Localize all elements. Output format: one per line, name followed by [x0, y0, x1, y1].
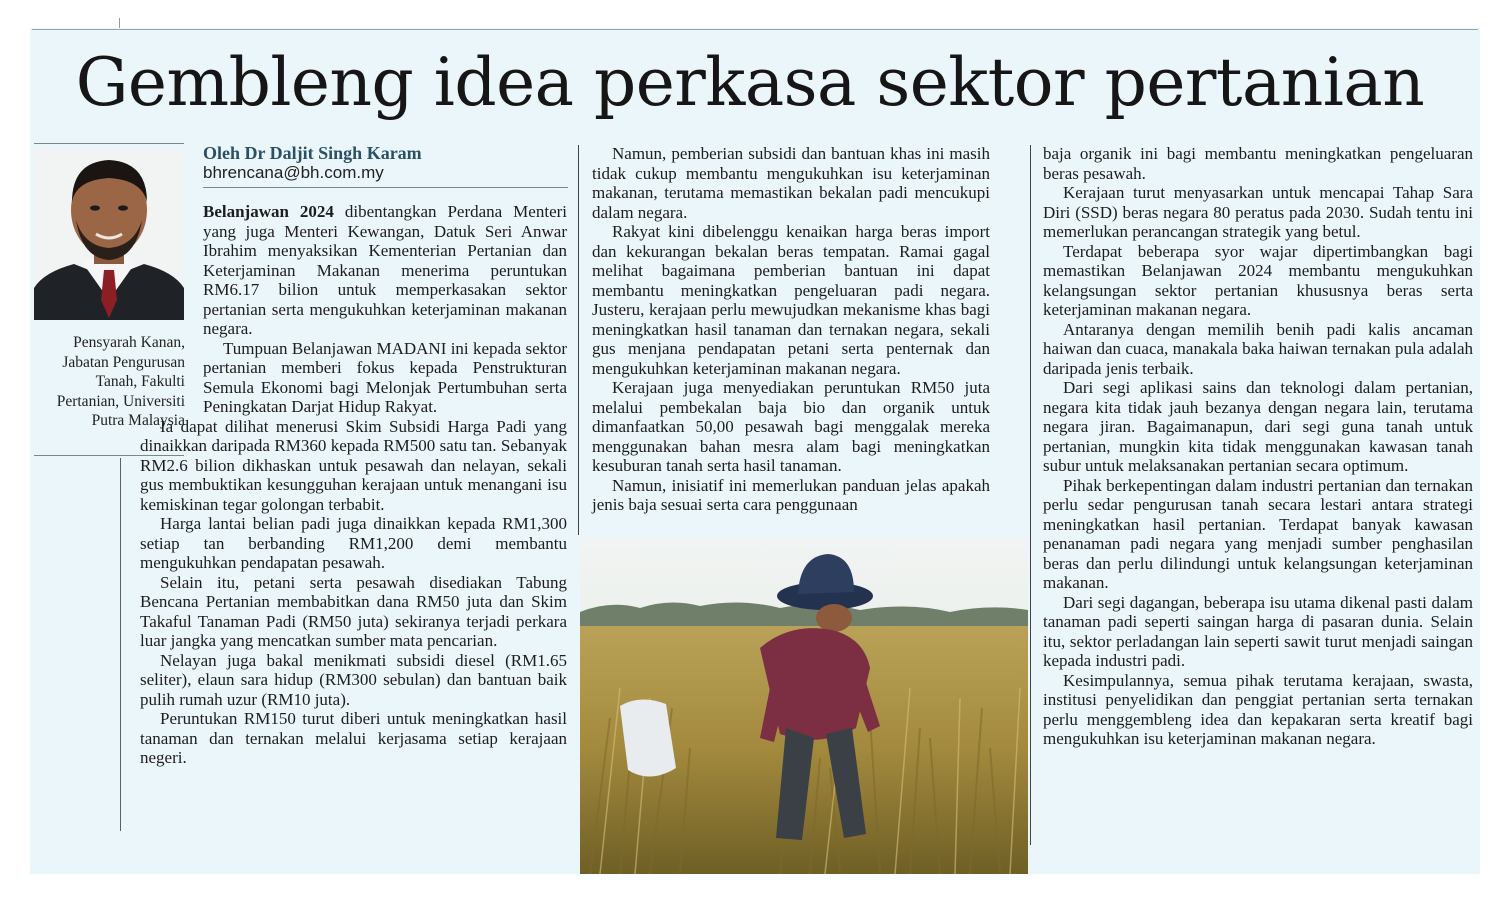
paragraph: Kerajaan turut menyasarkan untuk mencapai Tahap Sara Diri (SSD) beras negara 80 peratus pada 2030. Sudah tentu ini memerlukan perancangan strategik yang betul. — [1043, 183, 1473, 241]
paragraph: Kesimpulannya, semua pihak terutama kerajaan, swasta, institusi penyelidikan dan penggiat pertanian serta ternakan perlu menggembleng idea dan kepakaran serta kreatif bagi mengukuhkan isu keterjaminan makanan negara. — [1043, 670, 1473, 748]
column-rule — [1030, 145, 1031, 845]
paragraph: Kerajaan juga menyediakan peruntukan RM50 juta melalui pembekalan baja bio dan organik untuk dimanfaatkan 50,00 pesawah bagi menggalak mereka menggunakan bahan mesra alam bagi meningkatkan kesuburan tanah serta hasil tanaman. — [592, 378, 990, 475]
paragraph: Belanjawan 2024 dibentangkan Perdana Menteri yang juga Menteri Kewangan, Datuk Seri Anwar Ibrahim menyaksikan Kementerian Pertanian dan Keterjaminan Makanan menerima peruntukan RM6.17 bilion untuk memperkasakan sektor pertanian serta mengukuhkan keterjaminan makanan negara. — [203, 202, 567, 338]
paragraph: Dari segi aplikasi sains dan teknologi dalam pertanian, negara kita tidak jauh bezanya dengan negara lain, terutama negara jiran. Bagaimanapun, dari segi guna tanah untuk pertanian, mungkin kita tidak menggunakan kawasan tanah subur untuk melaksanakan pertanian secara optimum. — [1043, 378, 1473, 475]
paragraph: Nelayan juga bakal menikmati subsidi diesel (RM1.65 seliter), elaun sara hidup (RM300 sebulan) dan bantuan baik pulih rumah uzur (RM10 juta). — [140, 650, 567, 709]
article-column-3 — [1043, 144, 1473, 749]
paragraph: Ia dapat dilihat menerusi Skim Subsidi Harga Padi yang dinaikkan daripada RM360 kepada RM500 satu tan. Sebanyak RM2.6 bilion dikhaskan untuk pesawah dan nelayan, sekali gus membuktikan kesungguhan kerajaan untuk menangani isu kemiskinan tegar golongan terbabit. — [140, 416, 567, 514]
byline-email[interactable]: bhrencana@bh.com.my — [203, 163, 384, 182]
byline-author: Oleh Dr Daljit Singh Karam — [203, 143, 422, 163]
paragraph: Namun, pemberian subsidi dan bantuan khas ini masih tidak cukup membantu mengukuhkan isu keterjaminan makanan, terutama memastikan bekalan padi mencukupi dalam negara. — [592, 144, 990, 222]
corner-mark — [119, 18, 120, 28]
paragraph: Harga lantai belian padi juga dinaikkan kepada RM1,300 setiap tan berbanding RM1,200 demi membantu mengukuhkan pendapatan pesawah. — [140, 514, 567, 572]
author-caption: Pensyarah Kanan, Jabatan Pengurusan Tanah, Fakulti Pertanian, Universiti Putra Malaysia — [56, 334, 185, 429]
paddy-field-photo — [580, 538, 1028, 874]
lead-in: Belanjawan 2024 — [203, 202, 334, 221]
divider — [34, 143, 184, 144]
article-column-1 — [140, 202, 567, 768]
column-rule — [120, 458, 121, 831]
paragraph: Dari segi dagangan, beberapa isu utama dikenal pasti dalam tanaman padi seperti saingan harga di pasaran dunia. Selain itu, sektor perladangan lain seperti sawit turut menjadi saingan kepada industri padi. — [1043, 592, 1473, 670]
paragraph: Tumpuan Belanjawan MADANI ini kepada sektor pertanian memberi fokus kepada Penstrukturan Semula Ekonomi bagi Melonjak Pertumbuhan serta Peningkatan Darjat Hidup Rakyat. — [203, 338, 567, 416]
paragraph: Selain itu, petani serta pesawah disediakan Tabung Bencana Pertanian membabitkan dana RM50 juta dan Skim Takaful Tanaman Padi (RM50 juta) sekiranya terjadi perkara luar jangka yang mencatkan sumber mata pencarian. — [140, 572, 567, 650]
paragraph: baja organik ini bagi membantu meningkatkan pengeluaran beras pesawah. — [1043, 144, 1473, 183]
article-column-2 — [592, 144, 990, 515]
paragraph: Namun, inisiatif ini memerlukan panduan jelas apakah jenis baja sesuai serta cara penggunaan — [592, 475, 990, 514]
top-rule — [32, 29, 1478, 30]
paragraph: Antaranya dengan memilih benih padi kalis ancaman haiwan dan cuaca, manakala baka haiwan ternakan pula adalah daripada jenis terbaik. — [1043, 319, 1473, 378]
column-rule — [578, 145, 579, 535]
paragraph: Rakyat kini dibelenggu kenaikan harga beras import dan kekurangan bekalan beras tempatan. Ramai gagal melihat bagaimana pemberian bantuan ini dapat membantu meningkatkan pengeluaran padi negara. Justeru, kerajaan perlu mewujudkan mekanisme khas bagi meningkatkan hasil tanaman dan ternakan negara, sekali gus menjana pendapatan petani serta penternak dan mengukuhkan keterjaminan makanan negara. — [592, 222, 990, 378]
headline: Gembleng idea perkasa sektor pertanian — [75, 44, 1425, 121]
paragraph: Terdapat beberapa syor wajar dipertimbangkan bagi memastikan Belanjawan 2024 membantu mengukuhkan kelangsungan sektor pertanian khususnya beras serta keterjaminan makanan negara. — [1043, 241, 1473, 319]
author-photo — [34, 150, 184, 320]
divider — [203, 187, 568, 188]
paragraph: Pihak berkepentingan dalam industri pertanian dan ternakan perlu sedar pengurusan tanah secara lestari antara strategi meningkatkan hasil pertanian. Terdapat banyak kawasan penanaman padi negara yang menjadi sumber penghasilan beras dan perlu dilindungi untuk kelangsungan keterjaminan makanan. — [1043, 475, 1473, 592]
paragraph: Peruntukan RM150 turut diberi untuk meningkatkan hasil tanaman dan ternakan melalui kerjasama setiap kerajaan negeri. — [140, 709, 567, 767]
